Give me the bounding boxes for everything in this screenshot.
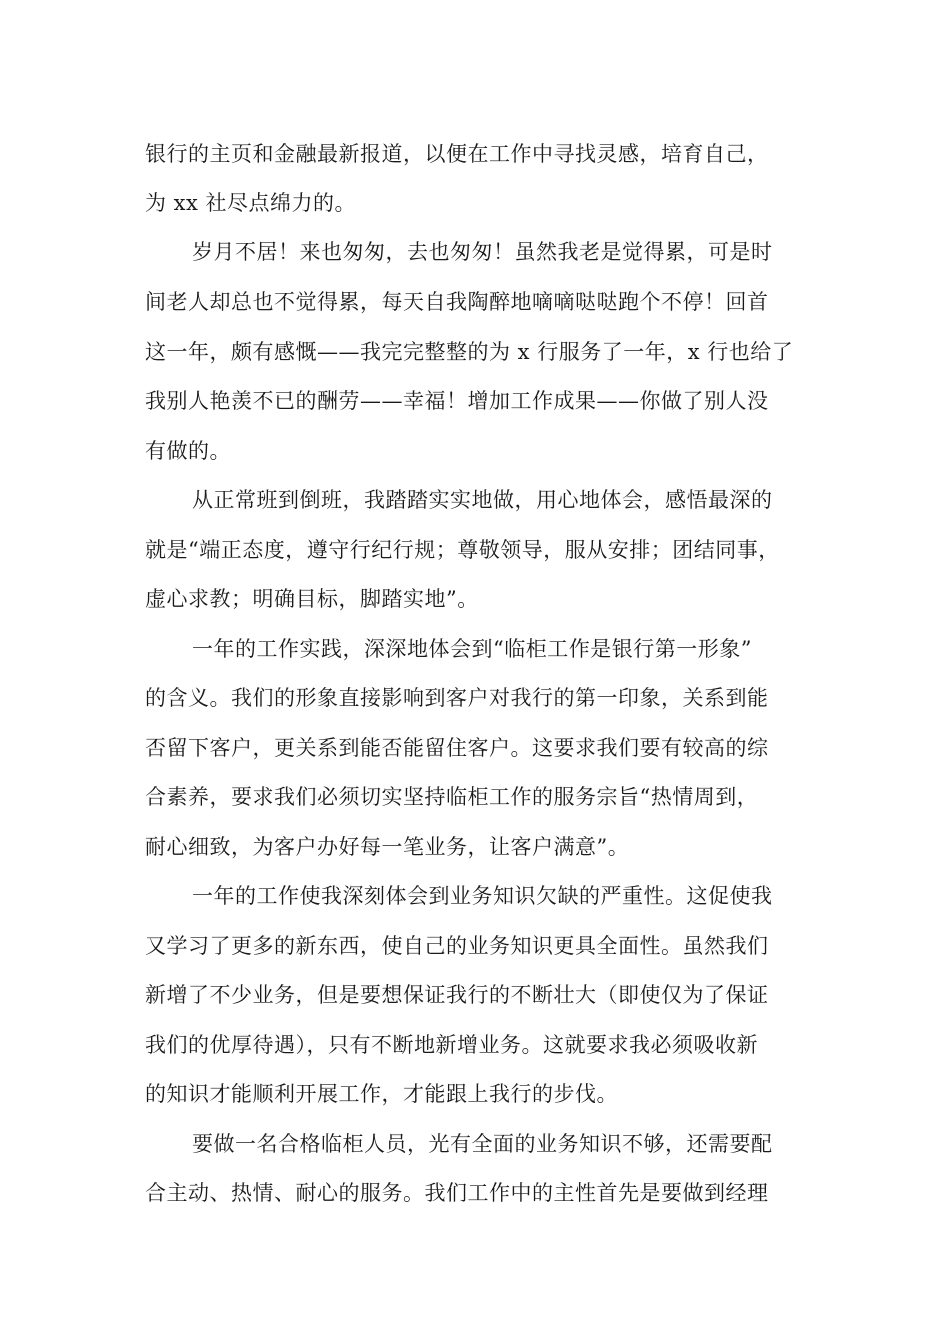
text-line: 否留下客户，更关系到能否能留住客户。这要求我们要有较高的综 <box>145 736 769 760</box>
paragraph-first-line: 岁月不居！来也匆匆，去也匆匆！虽然我老是觉得累，可是时 <box>192 240 773 264</box>
text-line: 新增了不少业务，但是要想保证我行的不断壮大（即使仅为了保证 <box>145 983 769 1007</box>
text-line: 合素养，要求我们必须切实坚持临柜工作的服务宗旨“热情周到， <box>145 785 759 809</box>
text-line: 这一年，颇有感慨——我完完整整的为 x 行服务了一年，x 行也给了 <box>145 340 794 364</box>
text-line: 银行的主页和金融最新报道，以便在工作中寻找灵感，培育自己， <box>145 142 769 166</box>
paragraph-first-line: 从正常班到倒班，我踏踏实实地做，用心地体会，感悟最深的 <box>192 488 773 512</box>
text-line: 虚心求教；明确目标，脚踏实地”。 <box>145 587 479 611</box>
text-line: 我们的优厚待遇），只有不断地新增业务。这就要求我必须吸收新 <box>145 1033 758 1057</box>
text-line: 合主动、热情、耐心的服务。我们工作中的主性首先是要做到经理 <box>145 1181 769 1205</box>
text-line: 间老人却总也不觉得累，每天自我陶醉地嘀嘀哒哒跑个不停！回首 <box>145 290 769 314</box>
text-line: 的知识才能顺利开展工作，才能跟上我行的步伐。 <box>145 1082 618 1106</box>
text-line: 又学习了更多的新东西，使自己的业务知识更具全面性。虽然我们 <box>145 934 769 958</box>
text-line: 我别人艳羡不已的酬劳——幸福！增加工作成果——你做了别人没 <box>145 389 769 413</box>
text-line: 有做的。 <box>145 439 231 463</box>
text-line: 的含义。我们的形象直接影响到客户对我行的第一印象，关系到能 <box>145 686 769 710</box>
text-line: 为 xx 社尽点绵力的。 <box>145 191 357 215</box>
paragraph-first-line: 一年的工作实践，深深地体会到“临柜工作是银行第一形象” <box>192 637 752 661</box>
text-line: 耐心细致，为客户办好每一笔业务，让客户满意”。 <box>145 835 630 859</box>
text-line: 就是“端正态度，遵守行纪行规；尊敬领导，服从安排；团结同事， <box>145 538 780 562</box>
paragraph-first-line: 要做一名合格临柜人员，光有全面的业务知识不够，还需要配 <box>192 1132 773 1156</box>
paragraph-first-line: 一年的工作使我深刻体会到业务知识欠缺的严重性。这促使我 <box>192 884 773 908</box>
